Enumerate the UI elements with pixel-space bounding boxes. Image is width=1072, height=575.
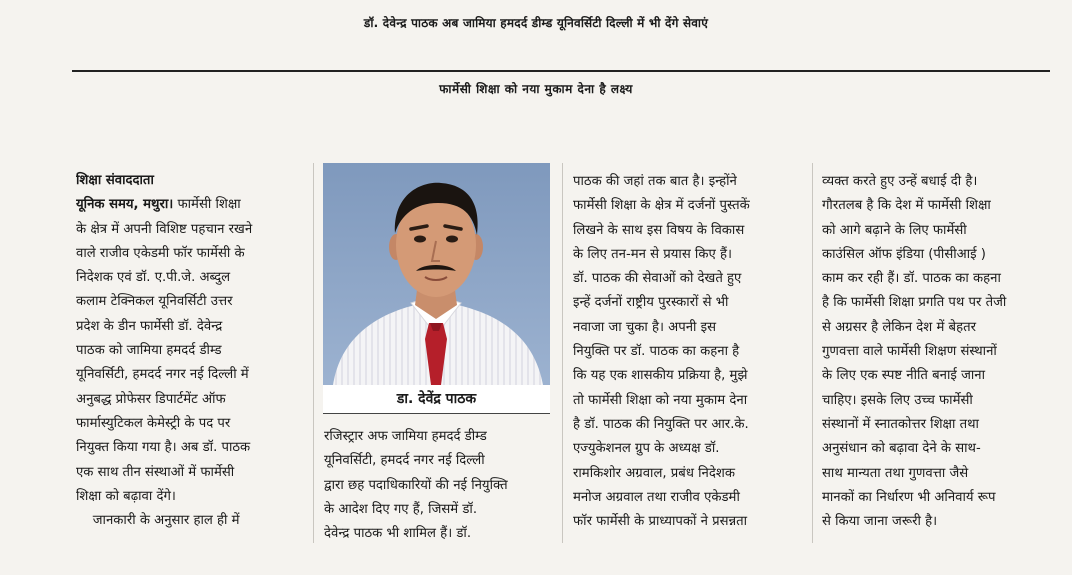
column-line: लिखने के साथ इस विषय के विकास [573,222,745,238]
column-line: फार्मेसी शिक्षा के क्षेत्र में दर्जनों पुस्तकें [573,198,750,214]
column-line: यूनिवर्सिटी, हमदर्द नगर नई दिल्ली में [76,367,249,383]
column-line: मनोज अग्रवाल तथा राजीव एकेडमी [573,489,740,505]
column-line: अनुबद्ध प्रोफेसर डिपार्टमेंट ऑफ [76,391,226,407]
column-line: साथ मान्यता तथा गुणवत्ता जैसे [822,465,969,481]
column-line: नवाजा जा चुका है। अपनी इस [573,319,717,335]
dateline: यूनिक समय, मथुरा। [76,197,174,213]
column-line: फार्मास्युटिकल केमेस्ट्री के पद पर [76,415,231,431]
column-line: है डॉ. पाठक की नियुक्ति पर आर.के. [573,416,749,432]
photo-caption: डा. देवेंद्र पाठक [323,385,550,414]
column-line: के लिए एक स्पष्ट नीति बनाई जाना [822,368,986,384]
column-line: एक साथ तीन संस्थाओं में फार्मेसी [76,464,235,480]
main-headline: फार्मेसी शिक्षा को नया मुकाम देना है लक्ष्य [439,82,633,96]
column-divider [313,163,314,543]
article-column-1 [76,169,304,533]
column-line: को आगे बढ़ाने के लिए फार्मेसी [822,222,967,238]
column-line: के क्षेत्र में अपनी विशिष्ट पहचान रखने [76,221,253,237]
column-line: रजिस्ट्रार अफ जामिया हमदर्द डीम्ड [324,429,487,444]
column-divider [812,163,813,543]
column-line: व्यक्त करते हुए उन्हें बधाई दी है। [822,174,978,189]
column-line: निदेशक एवं डॉ. ए.पी.जे. अब्दुल [76,270,231,286]
column-line: काउंसिल ऑफ इंडिया (पीसीआई ) [822,246,986,262]
column-divider [562,163,563,543]
portrait-photo [323,163,550,385]
column-line: पाठक की जहां तक बात है। इन्होंने [573,174,737,189]
column-line: प्रदेश के डीन फार्मेसी डॉ. देवेन्द्र [76,318,223,334]
column-line: पाठक को जामिया हमदर्द डीम्ड [76,343,222,359]
column-line: यूनिवर्सिटी, हमदर्द नगर नई दिल्ली [324,453,485,469]
column-line: से अग्रसर है लेकिन देश में बेहतर [822,319,976,335]
column-line [76,193,304,217]
article-column-3 [573,170,805,534]
column-line: नियुक्ति पर डॉ. पाठक का कहना है [573,344,740,360]
column-line: नियुक्त किया गया है। अब डॉ. पाठक [76,440,251,456]
column-line: मानकों का निर्धारण भी अनिवार्य रूप [822,489,996,505]
column-line: गौरतलब है कि देश में फार्मेसी शिक्षा [822,198,991,214]
article-column-2 [324,425,550,546]
column-line: तो फार्मेसी शिक्षा को नया मुकाम देना [573,392,748,408]
column-line: डॉ. पाठक की सेवाओं को देखते हुए [573,271,742,287]
column-line: संस्थानों में स्नातकोत्तर शिक्षा तथा [822,416,979,432]
column-line: देवेन्द्र पाठक भी शामिल हैं। डॉ. [324,526,472,542]
kicker-headline: डॉ. देवेन्द्र पाठक अब जामिया हमदर्द डीम्ड यूनिवर्सिटी दिल्ली में भी देंगे सेवाएं [363,16,709,30]
byline: शिक्षा संवाददाता [76,173,154,188]
portrait-illustration [323,163,550,385]
column-line: गुणवत्ता वाले फार्मेसी शिक्षण संस्थानों [822,344,997,360]
column-line: द्वारा छह पदाधिकारियों की नई नियुक्ति [324,477,508,493]
column-line: के लिए तन-मन से प्रयास किए हैं। [573,246,732,262]
column-line: एज्युकेशनल ग्रुप के अध्यक्ष डॉ. [573,441,720,457]
column-line: इन्हें दर्जनों राष्ट्रीय पुरस्कारों से भी [573,295,729,311]
article-column-4 [822,170,1052,534]
column-line: फॉर फार्मेसी के प्राध्यापकों ने प्रसन्नता [573,514,748,530]
column-line: अनुसंधान को बढ़ावा देने के साथ- [822,441,981,457]
headline-rule [72,70,1050,72]
column-line: काम कर रही हैं। डॉ. पाठक का कहना [822,271,1001,287]
column-line: से किया जाना जरूरी है। [822,514,938,530]
column-line: कलाम टेक्निकल यूनिवर्सिटी उत्तर [76,294,233,310]
column-text: फार्मेसी शिक्षा [173,197,241,213]
column-line: है कि फार्मेसी शिक्षा प्रगति पथ पर तेजी [822,295,1007,311]
column-line: रामकिशोर अग्रवाल, प्रबंध निदेशक [573,465,735,481]
column-line: जानकारी के अनुसार हाल ही में [76,513,240,529]
column-line: शिक्षा को बढ़ावा देंगे। [76,488,176,504]
column-line: वाले राजीव एकेडमी फॉर फार्मेसी के [76,245,245,261]
column-line: के आदेश दिए गए हैं, जिसमें डॉ. [324,501,478,517]
column-line: कि यह एक शासकीय प्रक्रिया है, मुझे [573,368,748,384]
column-line: चाहिए। इसके लिए उच्च फार्मेसी [822,392,973,408]
